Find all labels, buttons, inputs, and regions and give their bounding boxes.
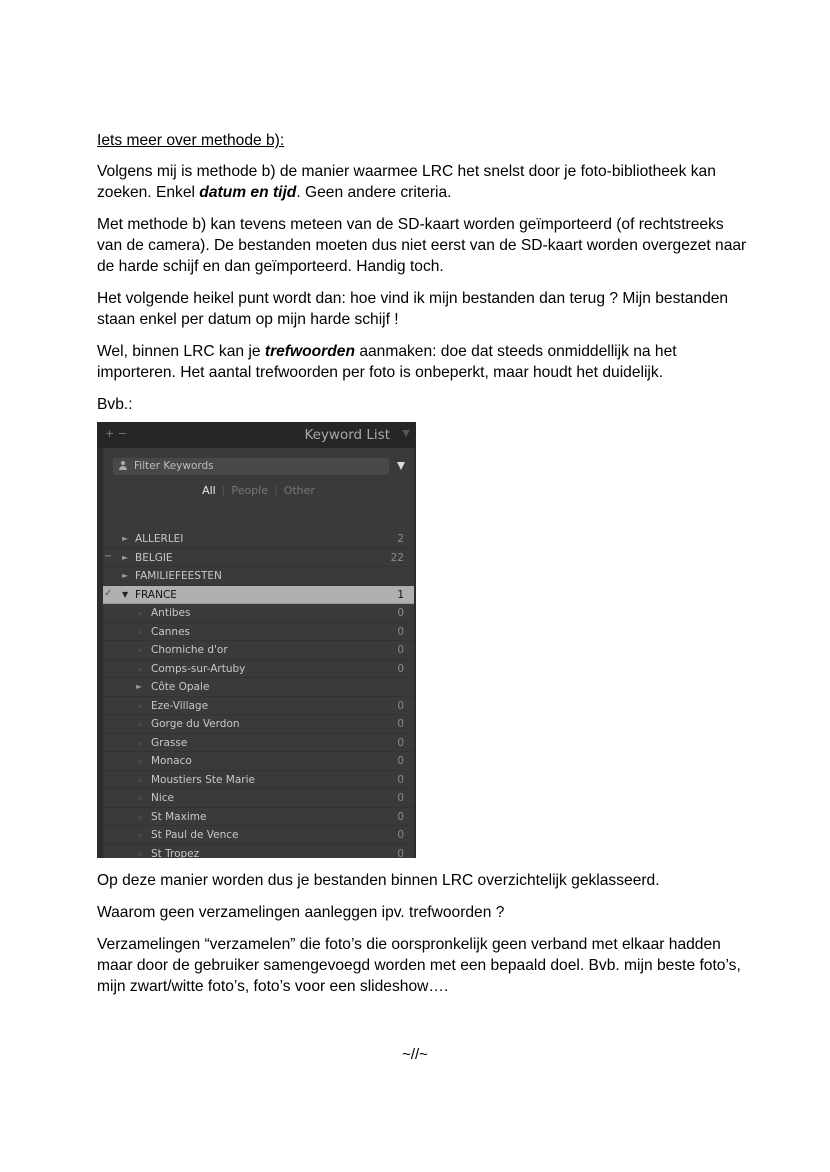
paragraph-example: Bvb.:: [97, 396, 133, 413]
keyword-label: St Tropez: [151, 847, 200, 858]
disclosure-closed-icon[interactable]: ►: [136, 682, 143, 691]
keyword-count: 0: [397, 810, 404, 823]
keyword-row[interactable]: [103, 660, 414, 679]
paragraph-find-files: Het volgende heikel punt wordt dan: hoe vind ik mijn bestanden dan terug ? Mijn bestanden staan enkel per datum op mijn harde schijf !: [97, 290, 729, 328]
leaf-dot-icon: [138, 797, 141, 800]
keyword-count: 0: [397, 662, 404, 675]
emphasis-text: trefwoorden: [264, 343, 355, 360]
leaf-dot-icon: [138, 705, 141, 708]
paragraph-text: . Geen andere criteria.: [296, 184, 452, 201]
leaf-dot-icon: [138, 631, 141, 634]
tab-other[interactable]: Other: [283, 484, 315, 497]
leaf-dot-icon: [138, 760, 141, 763]
panel-header: [97, 422, 416, 448]
keyword-count: 0: [397, 792, 404, 804]
checkmark-icon[interactable]: ✓: [104, 587, 113, 599]
keyword-row[interactable]: [103, 715, 414, 734]
leaf-dot-icon: [138, 612, 141, 615]
paragraph-classified: Op deze manier worden dus je bestanden binnen LRC overzichtelijk geklasseerd.: [97, 872, 660, 889]
keyword-label: Nice: [151, 792, 175, 804]
disclosure-open-icon[interactable]: ▼: [122, 589, 129, 599]
keyword-label: St Maxime: [151, 810, 207, 823]
keyword-label: Comps-sur-Artuby: [151, 662, 246, 675]
keyword-row[interactable]: [103, 734, 414, 753]
keyword-label: Moustiers Ste Marie: [151, 773, 255, 786]
keyword-label: Antibes: [151, 607, 191, 619]
keyword-row[interactable]: [103, 623, 414, 642]
keyword-count: 0: [397, 718, 404, 730]
keyword-count: 0: [397, 699, 404, 712]
disclosure-closed-icon[interactable]: ►: [122, 571, 129, 580]
keyword-row[interactable]: [103, 530, 414, 549]
keyword-label: Côte Opale: [151, 681, 210, 693]
keyword-row[interactable]: [103, 678, 414, 697]
paragraph-sd-import: Met methode b) kan tevens meteen van de SD-kaart worden geïmporteerd (of rechtstreeks van de camera). De bestanden moeten dus niet eerst van de SD-kaart worden overgezet naar de harde schijf en dan geïmporteerd. Handig toch.: [97, 216, 747, 275]
keyword-count: 0: [397, 847, 404, 858]
leaf-dot-icon: [138, 779, 141, 782]
document-page: [97, 130, 747, 1008]
keyword-count: 0: [397, 773, 404, 786]
keyword-label: BELGIE: [135, 551, 173, 564]
keyword-label: ALLERLEI: [135, 533, 184, 545]
keyword-count: 0: [397, 829, 404, 841]
person-icon: [119, 461, 127, 471]
keyword-label: Gorge du Verdon: [151, 718, 240, 730]
keyword-row[interactable]: [103, 789, 414, 808]
tab-separator: |: [273, 484, 278, 497]
disclosure-closed-icon[interactable]: ►: [122, 552, 129, 562]
keyword-row[interactable]: [103, 752, 414, 771]
keyword-count: 1: [397, 588, 404, 601]
filter-dropdown-icon[interactable]: [397, 462, 405, 470]
leaf-dot-icon: [138, 834, 141, 837]
panel-title: Keyword List: [304, 427, 390, 443]
leaf-dot-icon: [138, 723, 141, 726]
keyword-rows: [103, 530, 414, 858]
keyword-count: 22: [390, 551, 404, 564]
keyword-label: FRANCE: [135, 588, 177, 601]
paragraph-method-b: [97, 161, 747, 203]
keyword-label: Monaco: [151, 755, 192, 767]
leaf-dot-icon: [138, 816, 141, 819]
paragraph-collections: Verzamelingen “verzamelen” die foto’s die oorspronkelijk geen verband met elkaar hadden maar door de gebruiker samengevoegd worden met een bepaald doel. Bvb. mijn beste foto’s, mijn zwart/witte foto’s, foto’s voor een slideshow….: [97, 936, 741, 995]
leaf-dot-icon: [138, 742, 141, 745]
keyword-label: Cannes: [151, 625, 191, 638]
disclosure-closed-icon[interactable]: ►: [122, 534, 129, 543]
minus-icon[interactable]: −: [104, 550, 113, 562]
keyword-row[interactable]: [103, 604, 414, 623]
section-heading: Iets meer over methode b):: [97, 132, 285, 149]
paragraph-text: Wel, binnen LRC kan je: [97, 343, 265, 360]
keyword-row[interactable]: [103, 808, 414, 827]
collapse-triangle-icon[interactable]: [402, 430, 410, 437]
keyword-label: St Paul de Vence: [151, 829, 239, 841]
keyword-row[interactable]: [103, 771, 414, 790]
keyword-filter-tabs: [103, 484, 414, 497]
keyword-list-panel: [97, 422, 416, 858]
leaf-dot-icon: [138, 649, 141, 652]
keyword-row[interactable]: [103, 697, 414, 716]
keyword-count: 0: [397, 625, 404, 638]
keyword-row[interactable]: [103, 567, 414, 586]
tab-all[interactable]: All: [202, 484, 216, 497]
filter-keywords-input[interactable]: [113, 458, 389, 475]
paragraph-keywords: [97, 341, 747, 383]
tab-separator: |: [221, 484, 226, 497]
keyword-count: 0: [397, 644, 404, 656]
tab-people[interactable]: People: [231, 484, 268, 497]
paragraph-text: Volgens mij is methode b) de manier waarmee LRC het snelst door je foto-bibliotheek kan zoeken. Enkel: [97, 163, 716, 201]
keyword-row[interactable]: [103, 586, 414, 605]
keyword-row[interactable]: [103, 549, 414, 568]
keyword-label: Eze-Village: [151, 699, 209, 712]
keyword-row[interactable]: [103, 826, 414, 845]
keyword-count: 0: [397, 736, 404, 749]
keyword-row[interactable]: [103, 641, 414, 660]
keyword-count: 0: [397, 607, 404, 619]
keyword-label: Chorniche d'or: [151, 644, 228, 656]
panel-body: [103, 448, 414, 858]
emphasis-text: datum en tijd: [199, 184, 297, 201]
leaf-dot-icon: [138, 668, 141, 671]
keyword-count: 2: [397, 533, 404, 545]
keyword-label: FAMILIEFEESTEN: [135, 570, 222, 582]
leaf-dot-icon: [138, 853, 141, 856]
paragraph-question: Waarom geen verzamelingen aanleggen ipv. trefwoorden ?: [97, 904, 505, 921]
paragraph-text: aanmaken: doe dat steeds onmiddellijk na het importeren. Het aantal trefwoorden per foto is onbeperkt, maar houdt het duidelijk.: [97, 343, 677, 381]
keyword-row[interactable]: [103, 845, 414, 859]
filter-placeholder: Filter Keywords: [134, 460, 214, 472]
page-footer: ~//~: [402, 1046, 428, 1063]
keyword-label: Grasse: [151, 736, 188, 749]
add-remove-keyword-buttons[interactable]: + −: [105, 427, 127, 440]
keyword-count: 0: [397, 755, 404, 767]
